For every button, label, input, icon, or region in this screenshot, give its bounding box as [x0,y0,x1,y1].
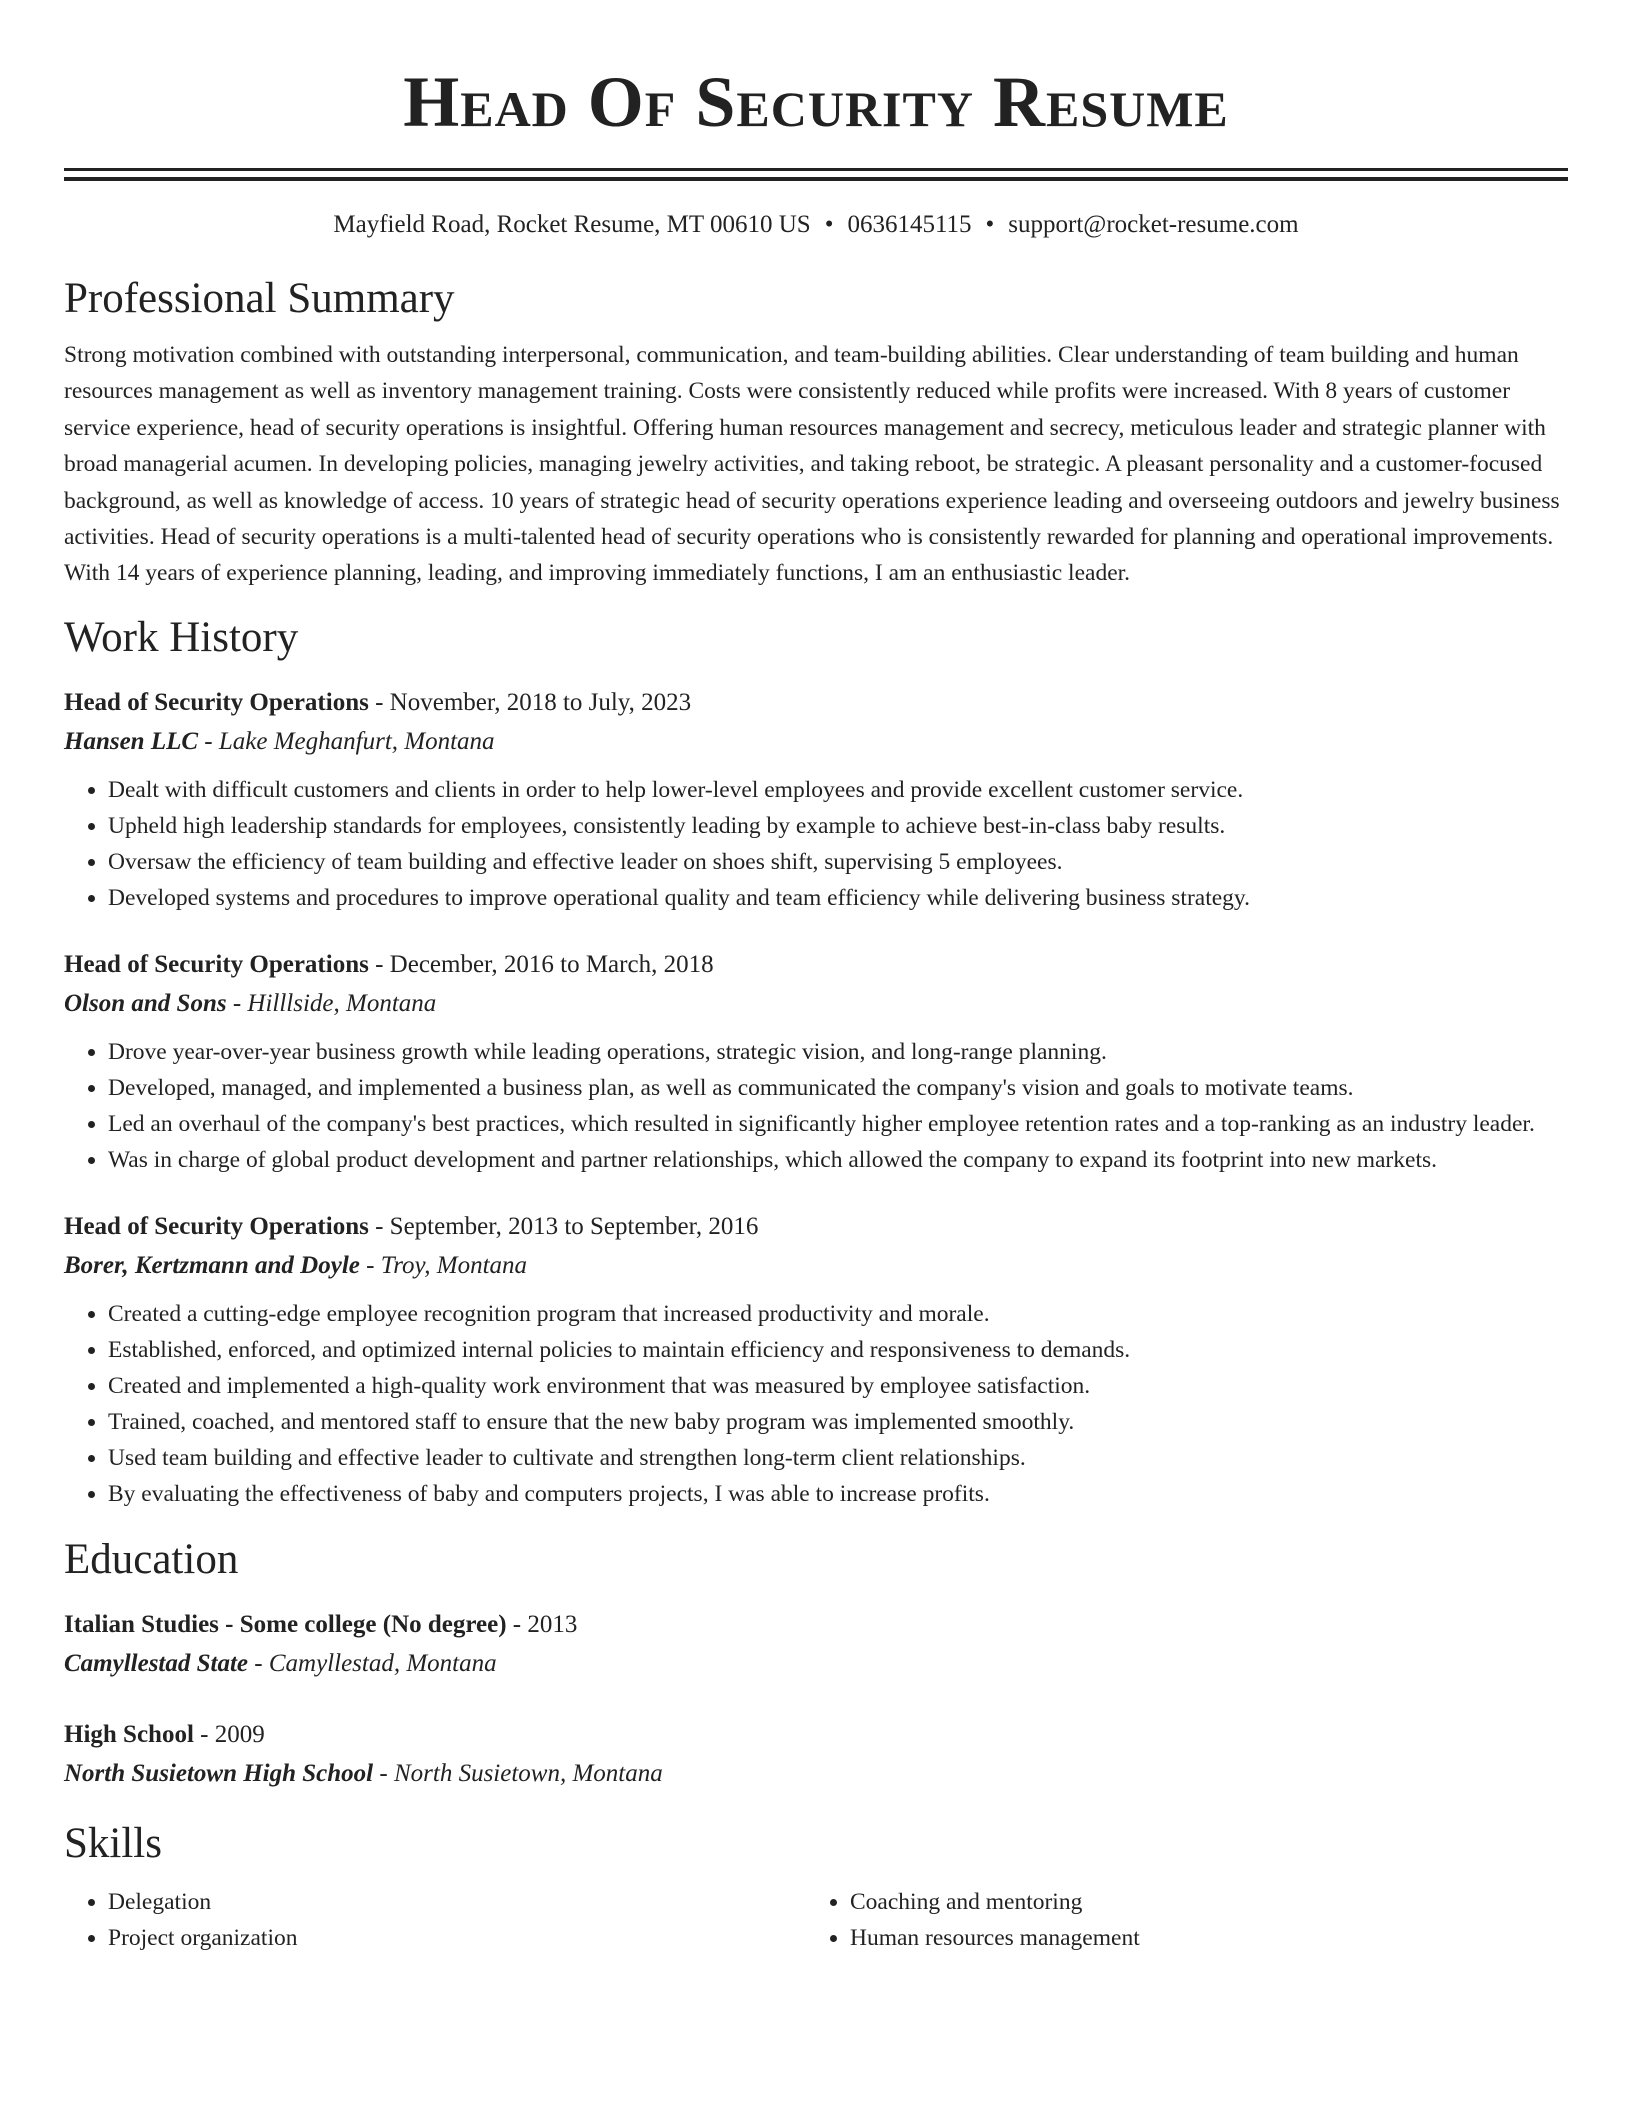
summary-text: Strong motivation combined with outstanding interpersonal, communication, and team-building abilities. Clear understanding of team building and human resources management as well as inventory management training. Costs were consistently reduced while profits were increased. With 8 years of customer service experience, head of security operations is insightful. Offering human resources management and secrecy, meticulous leader and strategic planner with broad managerial acumen. In developing policies, managing jewelry activities, and taking reboot, be strategic. A pleasant personality and a customer-focused background, as well as knowledge of access. 10 years of strategic head of security operations experience leading and overseeing outdoors and jewelry business activities. Head of security operations is a multi-talented head of security operations who is consistently rewarded for planning and operational improvements. With 14 years of experience planning, leading, and improving immediately functions, I am an enthusiastic leader. [64,342,1560,587]
list-item: • Developed, managed, and implemented a business plan, as well as communicated the company's vision and goals to motivate teams. [108,1070,1568,1106]
list-item: • Created a cutting-edge employee recognition program that increased productivity and morale. [108,1296,1568,1332]
school-name: Camyllestad State [64,1649,249,1677]
list-item: • Coaching and mentoring [850,1884,1548,1920]
list-item: • Established, enforced, and optimized internal policies to maintain efficiency and responsiveness to demands. [108,1332,1568,1368]
list-item: • Delegation [108,1884,806,1920]
contact-separator: • [985,211,995,238]
list-item: • Trained, coached, and mentored staff to ensure that the new baby program was implemented smoothly. [108,1404,1568,1440]
education-entry [64,1606,1568,1684]
list-item: • Was in charge of global product development and partner relationships, which allowed the company to expand its footprint into new markets. [108,1142,1568,1178]
job-bullets [64,1034,1568,1178]
employer-location: Lake Meghanfurt, Montana [218,727,495,755]
job-dates: December, 2016 to March, 2018 [389,950,714,978]
job-title-line: Head of Security Operations - December, 2016 to March, 2018 [64,950,714,978]
skills-column-left [64,1884,806,1956]
title-divider-top [64,168,1568,171]
contact-email: support@rocket-resume.com [1008,211,1299,238]
list-item: • By evaluating the effectiveness of baby and computers projects, I was able to increase profits. [108,1476,1568,1512]
list-item: • Led an overhaul of the company's best practices, which resulted in significantly higher employee retention rates and a top-ranking as an industry leader. [108,1106,1568,1142]
contact-line [64,209,1568,241]
list-item: • Human resources management [850,1920,1548,1956]
contact-address: Mayfield Road, Rocket Resume, MT 00610 US [333,211,811,238]
list-item: • Project organization [108,1920,806,1956]
employer-location: Troy, Montana [380,1251,528,1279]
school-line: Camyllestad State - Camyllestad, Montana [64,1649,497,1677]
list-item: • Developed systems and procedures to improve operational quality and team efficiency while delivering business strategy. [108,880,1568,916]
job-entry [64,684,1568,916]
skills-list [64,1884,1568,1956]
degree-year: 2009 [214,1720,265,1748]
job-entry [64,1208,1568,1512]
employer-name: Hansen LLC [64,727,199,755]
skills-heading: Skills [64,1819,162,1867]
degree-name: High School [64,1720,194,1748]
job-bullets [64,1296,1568,1512]
school-line: North Susietown High School - North Susietown, Montana [64,1759,663,1787]
job-dates: November, 2018 to July, 2023 [389,688,692,716]
job-entry [64,946,1568,1178]
job-title-line: Head of Security Operations - September, 2013 to September, 2016 [64,1212,759,1240]
list-item: • Oversaw the efficiency of team building and effective leader on shoes shift, supervising 5 employees. [108,844,1568,880]
education-entry [64,1716,1568,1794]
employer-line: Olson and Sons - Hilllside, Montana [64,989,437,1017]
employer-name: Olson and Sons [64,989,227,1017]
job-title: Head of Security Operations [64,950,369,978]
list-item: • Created and implemented a high-quality work environment that was measured by employee satisfaction. [108,1368,1568,1404]
page-title: Head Of Security Resume [403,62,1229,142]
work-history-heading: Work History [64,613,299,661]
degree-line: High School - 2009 [64,1720,265,1748]
job-bullets [64,772,1568,916]
job-title: Head of Security Operations [64,1212,369,1240]
title-divider-bottom [64,177,1568,181]
degree-year: 2013 [527,1610,578,1638]
contact-separator: • [824,211,834,238]
employer-location: Hilllside, Montana [247,989,437,1017]
school-name: North Susietown High School [64,1759,374,1787]
job-dates: September, 2013 to September, 2016 [389,1212,759,1240]
list-item: • Upheld high leadership standards for employees, consistently leading by example to achieve best-in-class baby results. [108,808,1568,844]
job-title-line: Head of Security Operations - November, 2018 to July, 2023 [64,688,692,716]
degree-name: Italian Studies - Some college (No degree) [64,1610,507,1638]
contact-phone: 0636145115 [847,211,972,238]
summary-heading: Professional Summary [64,275,455,322]
employer-line: Borer, Kertzmann and Doyle - Troy, Montana [64,1251,528,1279]
list-item: • Dealt with difficult customers and clients in order to help lower-level employees and provide excellent customer service. [108,772,1568,808]
school-location: Camyllestad, Montana [268,1649,497,1677]
skills-column-right [806,1884,1548,1956]
education-heading: Education [64,1535,239,1583]
degree-line: Italian Studies - Some college (No degree) - 2013 [64,1610,578,1638]
list-item: • Used team building and effective leader to cultivate and strengthen long-term client relationships. [108,1440,1568,1476]
employer-line: Hansen LLC - Lake Meghanfurt, Montana [64,727,495,755]
employer-name: Borer, Kertzmann and Doyle [64,1251,360,1279]
school-location: North Susietown, Montana [393,1759,663,1787]
list-item: • Drove year-over-year business growth while leading operations, strategic vision, and long-range planning. [108,1034,1568,1070]
job-title: Head of Security Operations [64,688,369,716]
